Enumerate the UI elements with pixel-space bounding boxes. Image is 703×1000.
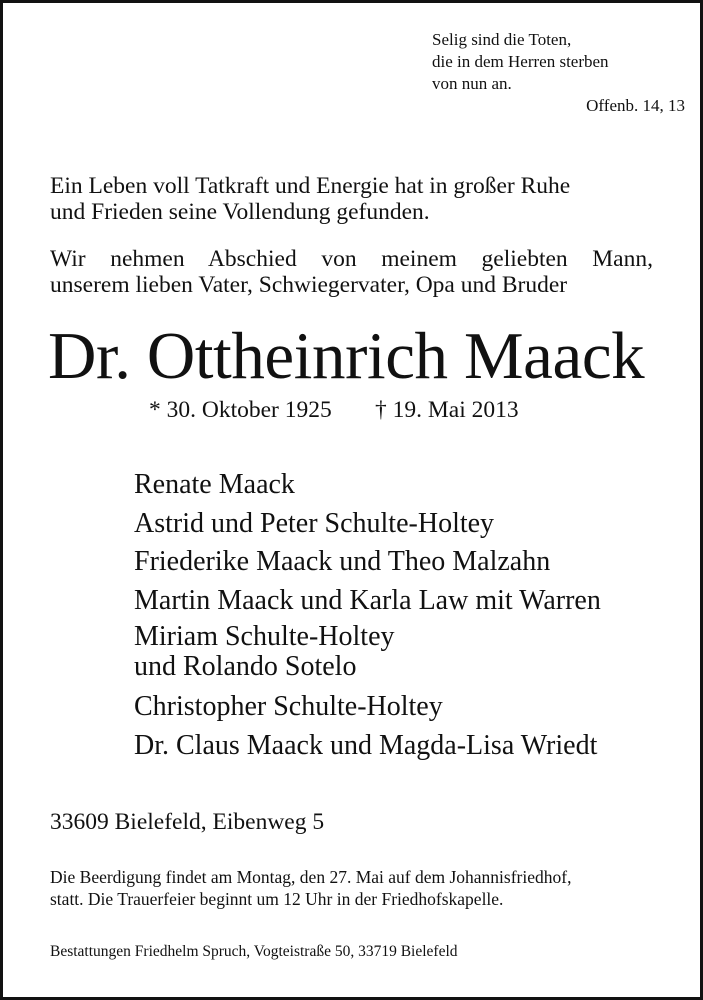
intro-line: Ein Leben voll Tatkraft und Energie hat in großer Ruhe [50,173,571,199]
intro-line: Wir nehmen Abschied von meinem geliebten Mann, [50,246,653,272]
funeral-info [50,866,571,910]
death-date: † 19. Mai 2013 [375,397,519,423]
verse-line: Selig sind die Toten, [432,30,572,49]
deceased-name: Dr. Ottheinrich Maack [48,319,645,393]
mourners-list [134,466,601,765]
birth-date: * 30. Oktober 1925 [149,397,332,423]
funeral-line: statt. Die Trauerfeier beginnt um 12 Uhr in der Friedhofskapelle. [50,889,504,909]
mourner-entry: Christopher Schulte-Holtey [134,691,443,722]
verse-line: die in dem Herren sterben [432,52,609,71]
undertaker-info: Bestattungen Friedhelm Spruch, Vogteistraße 50, 33719 Bielefeld [50,943,458,960]
mourner-entry: Friederike Maack und Theo Malzahn [134,546,551,577]
verse-reference: Offenb. 14, 13 [586,96,685,115]
intro-line: und Frieden seine Vollendung gefunden. [50,199,430,225]
mourner-line: Miriam Schulte-Holtey [134,621,395,652]
mourner-entry [134,622,601,688]
mourner-entry: Dr. Claus Maack und Magda-Lisa Wriedt [134,729,598,761]
mourner-entry: Astrid und Peter Schulte-Holtey [134,507,495,539]
intro-line: unserem lieben Vater, Schwiegervater, Opa und Bruder [50,272,568,298]
mourner-entry: Martin Maack und Karla Law mit Warren [134,584,601,616]
mourner-entry: Renate Maack [134,469,295,500]
funeral-line: Die Beerdigung findet am Montag, den 27. Mai auf dem Johannisfriedhof, [50,867,572,887]
family-address: 33609 Bielefeld, Eibenweg 5 [50,809,325,835]
verse-line: von nun an. [432,74,512,93]
intro-paragraph-1 [50,173,653,225]
mourner-line: und Rolando Sotelo [134,651,357,682]
bible-verse [432,29,685,117]
intro-paragraph-2 [50,246,653,298]
